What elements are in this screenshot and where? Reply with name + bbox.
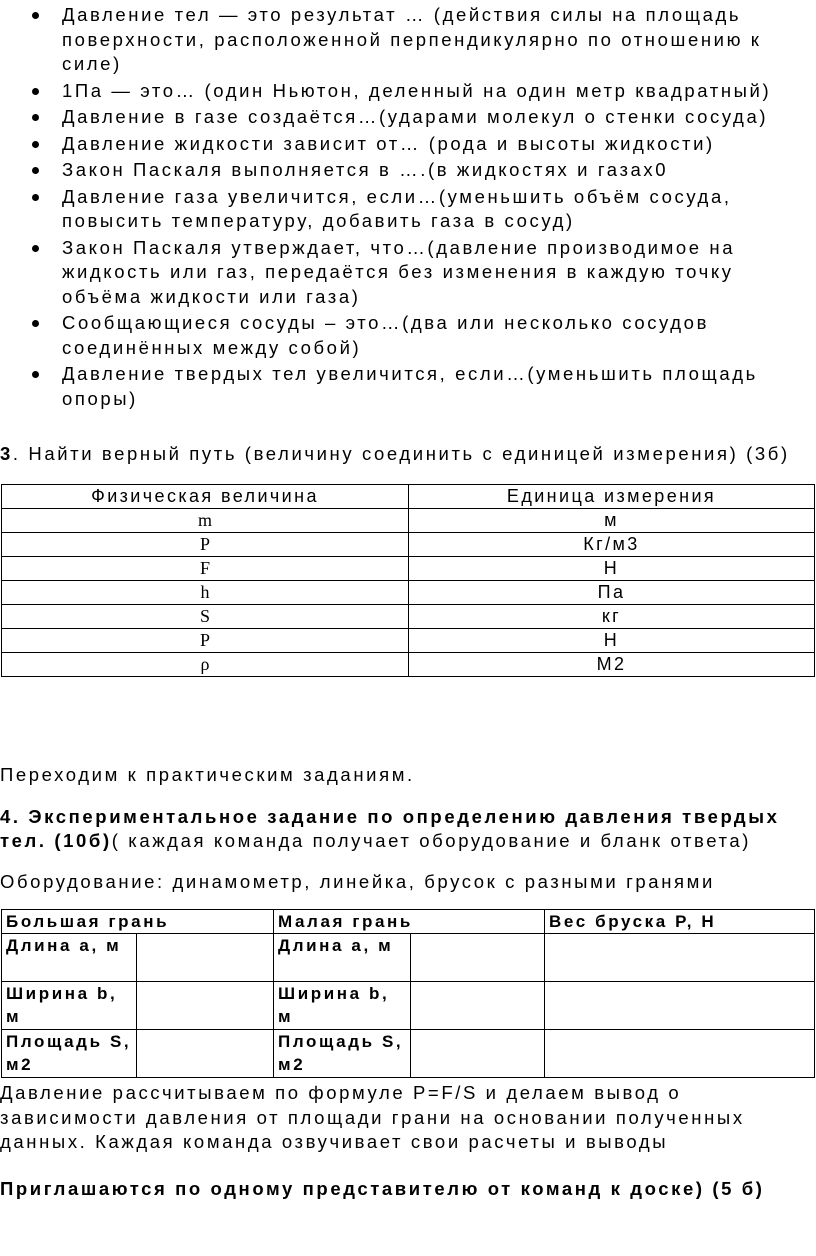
task3-text: . Найти верный путь (величину соединить с единицей измерения) (3б)	[12, 443, 790, 464]
answer-table	[1, 909, 815, 1078]
list-item-text: Давление тел — это результат … (действия силы на площадь поверхности, расположенной перпендикулярно по отношению к силе)	[62, 4, 762, 74]
table-row	[2, 1030, 815, 1078]
table-row	[2, 557, 815, 581]
list-item-text: Давление газа увеличится, если…(уменьшить объём сосуда, повысить температуру, добавить газа в сосуд)	[62, 185, 732, 231]
row-label: Длина а, м	[2, 934, 137, 982]
answer-cell[interactable]	[545, 1030, 815, 1078]
table-header-row	[2, 485, 815, 509]
list-item-text: Давление в газе создаётся…(ударами молекул о стенки сосуда)	[62, 106, 769, 127]
table-row	[2, 605, 815, 629]
answer-cell[interactable]	[137, 1030, 274, 1078]
bullet-icon	[32, 167, 39, 174]
column-header: Малая грань	[274, 910, 545, 934]
column-header: Единица измерения	[409, 485, 815, 509]
answer-cell[interactable]	[137, 982, 274, 1030]
table-cell: м	[409, 509, 815, 533]
equipment-text: Оборудование: динамометр, линейка, брусок с разными гранями	[0, 871, 715, 892]
table-cell: P	[2, 533, 409, 557]
table-cell: Н	[409, 629, 815, 653]
table-cell: Па	[409, 581, 815, 605]
conclusion-text: Давление рассчитываем по формуле P=F/S и делаем вывод о зависимости давления от площади грани на основании полученных данных. Каждая команда озвучивает свои расчеты и выводы	[0, 1082, 745, 1152]
bullet-icon	[32, 371, 39, 378]
row-label: Ширина b, м	[2, 982, 137, 1030]
bullet-icon	[32, 245, 39, 252]
table-cell: кг	[409, 605, 815, 629]
list-item-text: Сообщающиеся сосуды – это…(два или несколько сосудов соединённых между собой)	[62, 312, 710, 358]
bullet-icon	[32, 320, 39, 327]
answer-cell[interactable]	[411, 982, 545, 1030]
list-item	[0, 236, 816, 310]
table-row	[2, 581, 815, 605]
list-item-text: Закон Паскаля выполняется в ….(в жидкостях и газах0	[62, 159, 669, 180]
column-header: Вес бруска Р, Н	[545, 910, 815, 934]
answer-cell[interactable]	[411, 934, 545, 982]
transition-text: Переходим к практическим заданиям.	[0, 764, 415, 785]
bullet-icon	[32, 141, 39, 148]
list-item-text: 1Па — это… (один Ньютон, деленный на один метр квадратный)	[62, 79, 772, 101]
table-cell: P	[2, 629, 409, 653]
task3-number: 3	[0, 443, 13, 464]
list-item-text: Закон Паскаля утверждает, что…(давление производимое на жидкость или газ, передаётся без изменения в каждую точку объёма жидкости или газа)	[62, 236, 736, 307]
row-label: Ширина b, м	[274, 982, 411, 1030]
list-item	[0, 79, 816, 104]
list-item	[0, 362, 816, 411]
table-row	[2, 509, 815, 533]
table-cell: Кг/м3	[409, 533, 815, 557]
answer-cell[interactable]	[545, 934, 815, 982]
table-cell: h	[2, 581, 409, 605]
row-label: Площадь S, м2	[274, 1030, 411, 1078]
table-row	[2, 982, 815, 1030]
table-cell: М2	[409, 653, 815, 677]
task4-note: ( каждая команда получает оборудование и бланк ответа)	[111, 830, 752, 851]
units-table	[1, 484, 815, 677]
bullet-icon	[32, 88, 39, 95]
task4-title: 4. Экспериментальное задание по определению давления твердых	[0, 806, 780, 827]
invite-text: Приглашаются по одному представителю от команд к доске) (5 б)	[0, 1178, 765, 1199]
list-item	[0, 158, 816, 183]
list-item	[0, 311, 816, 360]
table-cell: ρ	[2, 653, 409, 677]
row-label: Длина а, м	[274, 934, 411, 982]
task4-title-line2	[0, 830, 751, 852]
column-header: Физическая величина	[2, 485, 409, 509]
answers-list	[0, 3, 816, 413]
table-cell: m	[2, 509, 409, 533]
table-row	[2, 533, 815, 557]
list-item-text: Давление твердых тел увеличится, если…(уменьшить площадь опоры)	[62, 363, 758, 409]
task4-points: тел. (10б)	[0, 830, 112, 851]
bullet-icon	[32, 12, 39, 19]
bullet-icon	[32, 194, 39, 201]
table-cell: Н	[409, 557, 815, 581]
answer-cell[interactable]	[411, 1030, 545, 1078]
answer-cell[interactable]	[545, 982, 815, 1030]
table-header-row	[2, 910, 815, 934]
answer-cell[interactable]	[137, 934, 274, 982]
list-item	[0, 105, 816, 130]
column-header: Большая грань	[2, 910, 274, 934]
table-row	[2, 934, 815, 982]
task3-heading	[0, 443, 790, 465]
table-cell: F	[2, 557, 409, 581]
table-cell: S	[2, 605, 409, 629]
table-row	[2, 653, 815, 677]
row-label: Площадь S, м2	[2, 1030, 137, 1078]
list-item	[0, 132, 816, 157]
bullet-icon	[32, 114, 39, 121]
list-item	[0, 3, 816, 77]
list-item	[0, 185, 816, 234]
list-item-text: Давление жидкости зависит от… (рода и высоты жидкости)	[62, 132, 715, 154]
table-row	[2, 629, 815, 653]
